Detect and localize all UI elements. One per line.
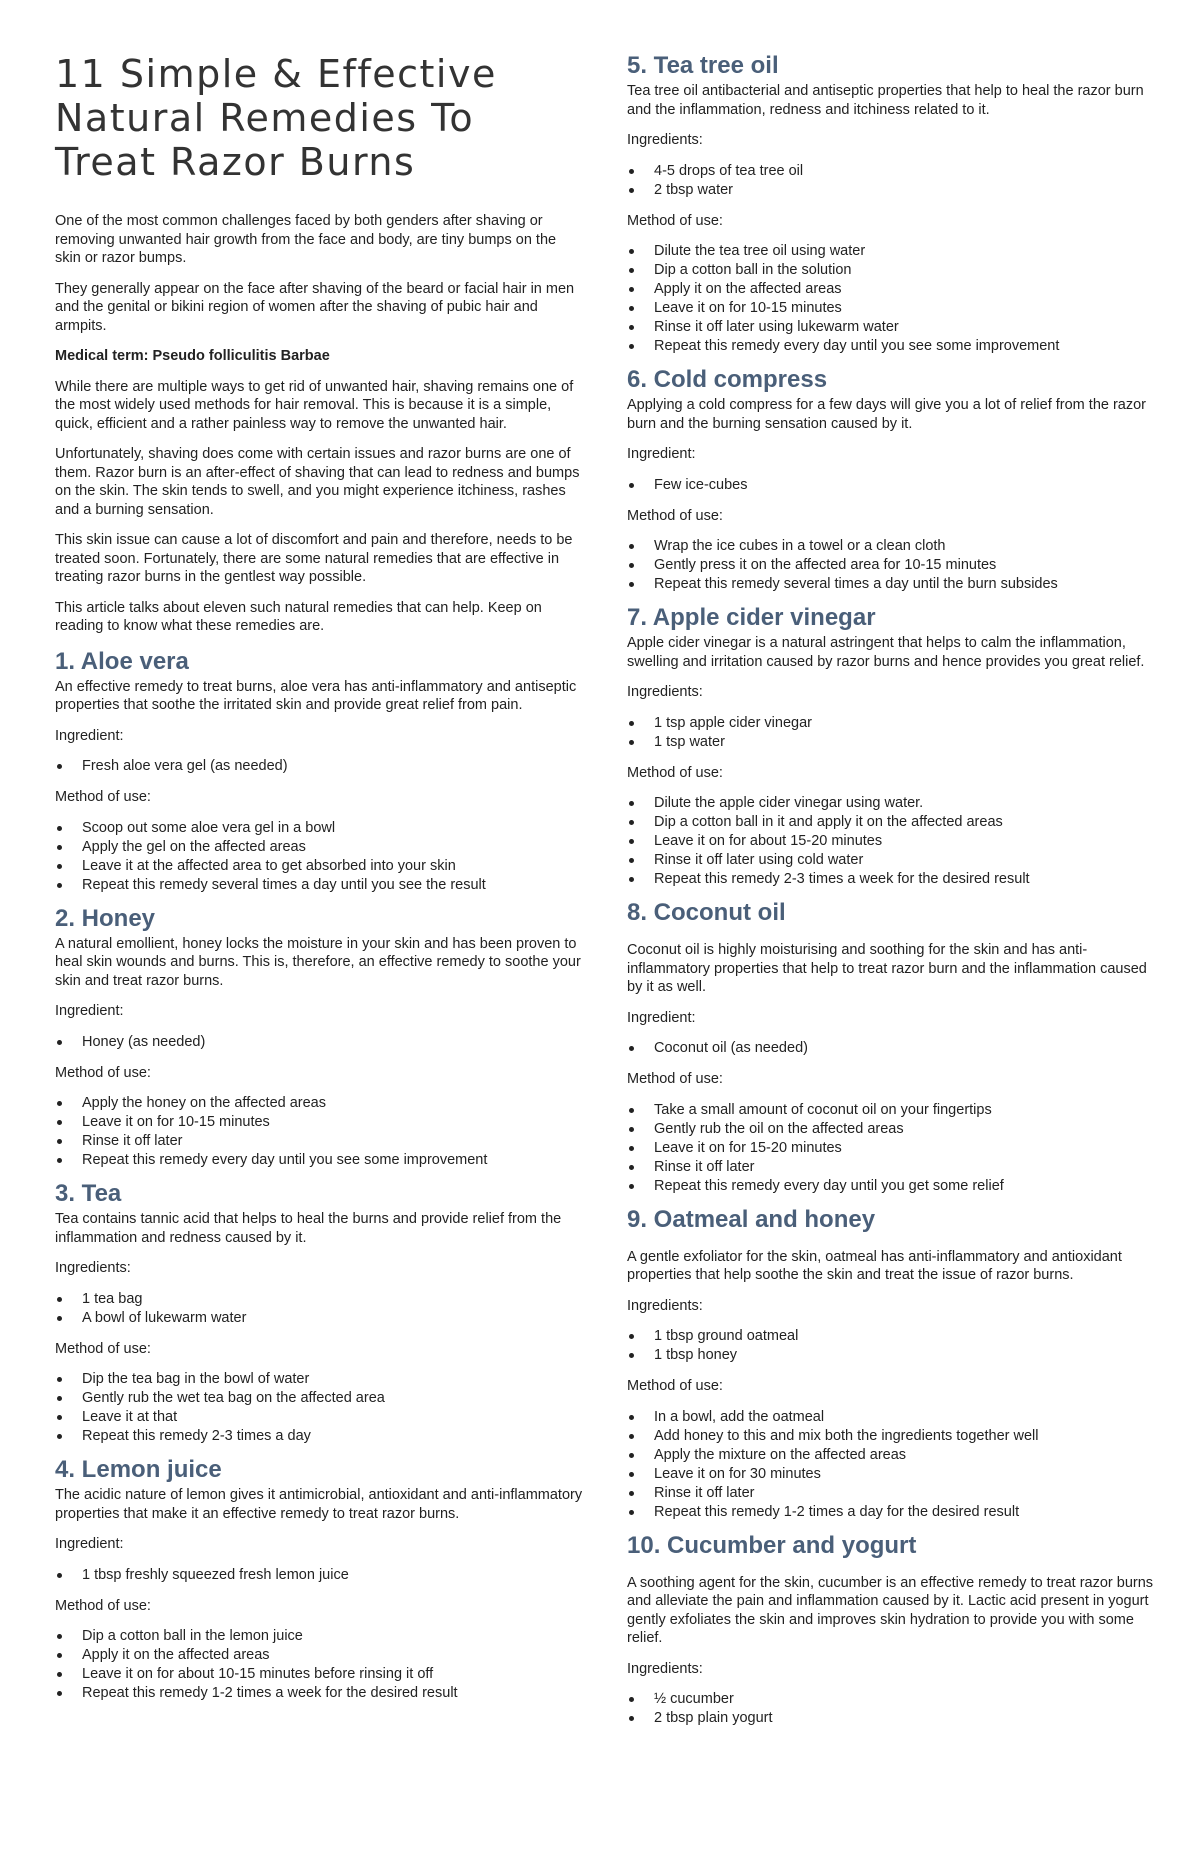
method-step: Gently rub the wet tea bag on the affected area [55, 1389, 585, 1408]
method-step: Leave it on for about 10-15 minutes before rinsing it off [55, 1665, 585, 1684]
method-step: Rinse it off later [627, 1484, 1157, 1503]
method-step: Leave it on for 30 minutes [627, 1465, 1157, 1484]
remedy-section [55, 905, 585, 1171]
method-step: Repeat this remedy every day until you see some improvement [627, 337, 1157, 356]
remedy-section [627, 1206, 1157, 1522]
section-heading: 7. Apple cider vinegar [627, 604, 876, 631]
method-list [627, 794, 1157, 889]
method-label: Method of use: [627, 212, 723, 229]
ingredients-list [627, 1039, 1157, 1058]
ingredient-item: ½ cucumber [627, 1690, 1157, 1709]
section-description: Tea contains tannic acid that helps to heal the burns and provide relief from the inflammation and redness caused by it. [55, 1211, 562, 1246]
intro-paragraph: Unfortunately, shaving does come with certain issues and razor burns are one of them. Razor burn is an after-effect of shaving that can lead to redness and bumps on the skin. The skin tends to swell, and you might experience itchiness, rashes and a burning sensation. [55, 446, 580, 518]
ingredients-label: Ingredients: [627, 684, 703, 700]
ingredient-item: 2 tbsp plain yogurt [627, 1709, 1157, 1728]
remedy-section [55, 648, 585, 895]
method-list [55, 1094, 585, 1170]
method-step: Repeat this remedy several times a day until you see the result [55, 876, 585, 895]
section-spacer [627, 1562, 1157, 1574]
method-step: Repeat this remedy 1-2 times a day for the desired result [627, 1503, 1157, 1522]
method-list [55, 1627, 585, 1703]
intro-paragraph: This skin issue can cause a lot of discomfort and pain and therefore, needs to be treated soon. Fortunately, there are some natural remedies that are effective in treating razor burns in the gentlest way possible. [55, 532, 573, 585]
method-step: Repeat this remedy 1-2 times a week for the desired result [55, 1684, 585, 1703]
remedy-section [55, 1456, 585, 1703]
method-label: Method of use: [55, 1064, 151, 1081]
section-heading: 9. Oatmeal and honey [627, 1205, 876, 1233]
intro-paragraph: They generally appear on the face after shaving of the beard or facial hair in men and the genital or bikini region of women after the shaving of pubic hair and armpits. [55, 280, 575, 334]
method-step: Leave it on for 10-15 minutes [55, 1113, 585, 1132]
section-heading: 8. Coconut oil [627, 899, 786, 926]
method-label: Method of use: [55, 1597, 151, 1614]
method-step: Repeat this remedy every day until you get some relief [627, 1177, 1157, 1196]
method-label: Method of use: [627, 507, 723, 524]
method-step: Apply the mixture on the affected areas [627, 1446, 1157, 1465]
remedy-section [627, 366, 1157, 594]
section-description: An effective remedy to treat burns, aloe vera has anti-inflammatory and antiseptic properties that soothe the irritated skin and provide great relief from pain. [55, 678, 577, 713]
method-step: Apply it on the affected areas [627, 280, 1157, 299]
ingredient-item: 1 tbsp honey [627, 1346, 1157, 1365]
ingredients-label: Ingredient: [55, 727, 124, 744]
method-label: Method of use: [627, 1378, 723, 1394]
method-step: Dip a cotton ball in the solution [627, 261, 1157, 280]
ingredients-list [55, 757, 585, 776]
method-step: Rinse it off later using cold water [627, 851, 1157, 870]
section-spacer [627, 1236, 1157, 1248]
section-heading: 2. Honey [55, 904, 156, 932]
section-heading: 5. Tea tree oil [627, 52, 779, 79]
method-step: Dip a cotton ball in it and apply it on the affected areas [627, 813, 1157, 832]
method-step: Repeat this remedy several times a day until the burn subsides [627, 575, 1157, 594]
ingredient-item: 1 tbsp ground oatmeal [627, 1327, 1157, 1346]
ingredient-item: Fresh aloe vera gel (as needed) [55, 757, 585, 776]
ingredients-label: Ingredients: [627, 1297, 703, 1314]
method-step: Leave it on for about 15-20 minutes [627, 832, 1157, 851]
method-step: Leave it at the affected area to get absorbed into your skin [55, 857, 585, 876]
ingredients-label: Ingredient: [627, 446, 696, 462]
method-step: Rinse it off later [627, 1158, 1157, 1177]
method-label: Method of use: [55, 1340, 151, 1357]
ingredients-label: Ingredient: [55, 1536, 124, 1552]
method-step: Add honey to this and mix both the ingredients together well [627, 1427, 1157, 1446]
section-description: A soothing agent for the skin, cucumber is an effective remedy to treat razor burns and alleviate the pain and inflammation caused by it. Lactic acid present in yogurt gently exfoliates the skin and improves skin hydration to provide you with some relief. [627, 1574, 1154, 1646]
ingredients-list [627, 476, 1157, 495]
ingredient-item: 1 tsp apple cider vinegar [627, 714, 1157, 733]
ingredient-item: 1 tea bag [55, 1290, 585, 1309]
right-column [627, 52, 1157, 1738]
method-list [627, 537, 1157, 594]
section-heading: 10. Cucumber and yogurt [627, 1531, 917, 1559]
ingredients-label: Ingredients: [55, 1260, 131, 1276]
ingredient-item: Few ice-cubes [627, 476, 1157, 495]
section-description: A gentle exfoliator for the skin, oatmeal has anti-inflammatory and antioxidant properties that help soothe the skin and treat the issue of razor burns. [627, 1248, 1122, 1283]
remedy-section [627, 604, 1157, 889]
method-step: Leave it on for 10-15 minutes [627, 299, 1157, 318]
remedy-section [627, 52, 1157, 356]
remedy-section [627, 899, 1157, 1196]
ingredients-label: Ingredient: [627, 1009, 696, 1026]
ingredients-list [55, 1290, 585, 1328]
method-step: Rinse it off later using lukewarm water [627, 318, 1157, 337]
method-step: Leave it on for 15-20 minutes [627, 1139, 1157, 1158]
ingredient-item: 2 tbsp water [627, 181, 1157, 200]
method-step: Dip a cotton ball in the lemon juice [55, 1627, 585, 1646]
ingredient-item: 4-5 drops of tea tree oil [627, 162, 1157, 181]
ingredient-item: Honey (as needed) [55, 1033, 585, 1052]
ingredients-list [55, 1566, 585, 1585]
section-heading: 6. Cold compress [627, 366, 828, 393]
method-step: In a bowl, add the oatmeal [627, 1408, 1157, 1427]
method-step: Scoop out some aloe vera gel in a bowl [55, 819, 585, 838]
method-list [627, 1101, 1157, 1196]
ingredient-item: A bowl of lukewarm water [55, 1309, 585, 1328]
ingredients-label: Ingredient: [55, 1003, 124, 1019]
method-step: Repeat this remedy 2-3 times a day [55, 1427, 585, 1446]
remedy-section [627, 1532, 1157, 1729]
left-column [55, 52, 585, 1713]
method-step: Dip the tea bag in the bowl of water [55, 1370, 585, 1389]
section-description: The acidic nature of lemon gives it antimicrobial, antioxidant and anti-inflammatory properties that make it an effective remedy to treat razor burns. [55, 1487, 583, 1522]
method-list [627, 242, 1157, 356]
ingredients-list [627, 1327, 1157, 1365]
ingredients-list [627, 1690, 1157, 1728]
section-heading: 1. Aloe vera [55, 647, 189, 675]
medical-term: Medical term: Pseudo folliculitis Barbae [55, 348, 330, 364]
method-step: Wrap the ice cubes in a towel or a clean cloth [627, 537, 1157, 556]
method-step: Gently rub the oil on the affected areas [627, 1120, 1157, 1139]
method-step: Gently press it on the affected area for 10-15 minutes [627, 556, 1157, 575]
method-label: Method of use: [55, 789, 151, 805]
intro-paragraph: This article talks about eleven such natural remedies that can help. Keep on reading to know what these remedies are. [55, 599, 542, 634]
ingredient-item: 1 tsp water [627, 733, 1157, 752]
ingredients-label: Ingredients: [627, 132, 703, 148]
method-label: Method of use: [627, 764, 723, 781]
method-list [627, 1408, 1157, 1522]
method-step: Dilute the apple cider vinegar using water. [627, 794, 1157, 813]
section-heading: 3. Tea [55, 1180, 122, 1207]
section-spacer [627, 929, 1157, 941]
ingredients-list [627, 714, 1157, 752]
ingredients-label: Ingredients: [627, 1660, 703, 1677]
method-step: Dilute the tea tree oil using water [627, 242, 1157, 261]
section-description: Applying a cold compress for a few days will give you a lot of relief from the razor burn and the burning sensation caused by it. [627, 397, 1147, 432]
method-step: Apply the honey on the affected areas [55, 1094, 585, 1113]
method-list [55, 1370, 585, 1446]
method-list [55, 819, 585, 895]
article-title: 11 Simple & Effective Natural Remedies To Treat Razor Burns [55, 52, 497, 184]
method-label: Method of use: [627, 1071, 723, 1087]
remedy-section [55, 1180, 585, 1446]
section-heading: 4. Lemon juice [55, 1456, 222, 1483]
section-description: Apple cider vinegar is a natural astringent that helps to calm the inflammation, swelling and irritation caused by razor burns and hence provides you great relief. [627, 635, 1145, 670]
method-step: Apply it on the affected areas [55, 1646, 585, 1665]
ingredients-list [55, 1033, 585, 1052]
ingredient-item: Coconut oil (as needed) [627, 1039, 1157, 1058]
section-description: A natural emollient, honey locks the moisture in your skin and has been proven to heal skin wounds and burns. This is, therefore, an effective remedy to soothe your skin and treat razor burns. [55, 935, 581, 989]
intro-paragraph: One of the most common challenges faced by both genders after shaving or removing unwanted hair growth from the face and body, are tiny bumps on the skin or razor bumps. [55, 213, 557, 266]
ingredients-list [627, 162, 1157, 200]
section-description: Tea tree oil antibacterial and antiseptic properties that help to heal the razor burn and the inflammation, redness and itchiness related to it. [627, 83, 1144, 118]
method-step: Leave it at that [55, 1408, 585, 1427]
method-step: Apply the gel on the affected areas [55, 838, 585, 857]
intro-paragraph: While there are multiple ways to get rid of unwanted hair, shaving remains one of the most widely used methods for hair removal. This is because it is a simple, quick, efficient and a rather painless way to remove the unwanted hair. [55, 378, 574, 432]
ingredient-item: 1 tbsp freshly squeezed fresh lemon juice [55, 1566, 585, 1585]
method-step: Rinse it off later [55, 1132, 585, 1151]
intro [55, 212, 585, 636]
method-step: Repeat this remedy 2-3 times a week for the desired result [627, 870, 1157, 889]
method-step: Take a small amount of coconut oil on your fingertips [627, 1101, 1157, 1120]
method-step: Repeat this remedy every day until you see some improvement [55, 1151, 585, 1170]
section-description: Coconut oil is highly moisturising and soothing for the skin and has anti-inflammatory properties that help to treat razor burn and the inflammation caused by it as well. [627, 942, 1147, 995]
